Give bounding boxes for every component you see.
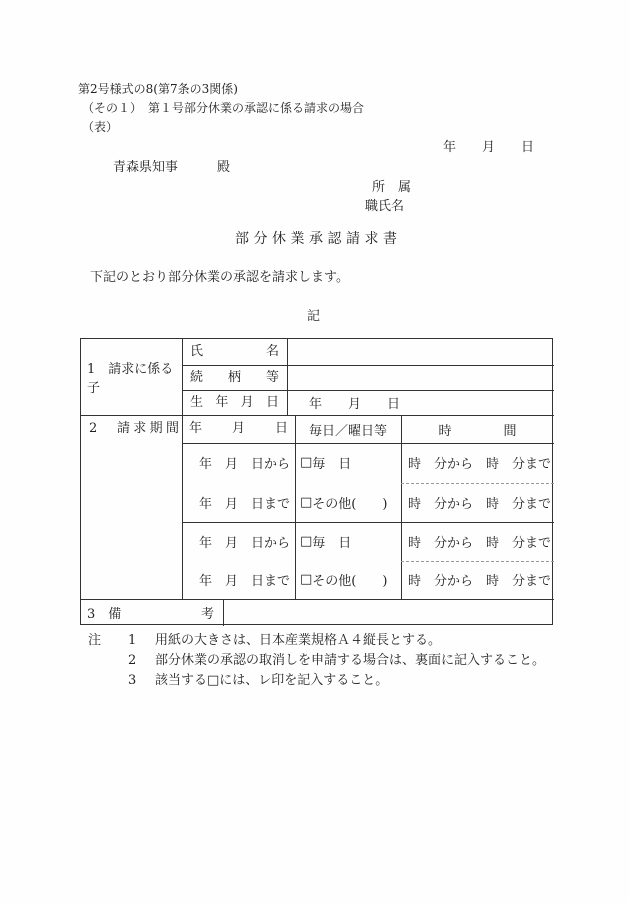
affiliation-label: 所 属 — [372, 180, 412, 195]
period2-time-cell[interactable] — [401, 522, 554, 599]
remarks-label-right: 考 — [200, 607, 214, 622]
period1-date-to: 年 月 日まで — [198, 496, 290, 512]
period1-date-from: 年 月 日から — [198, 457, 290, 473]
every-day-label: 毎 日 — [312, 457, 352, 473]
period2-day-cell — [295, 522, 401, 599]
header-day: 毎日／曜日等 — [308, 423, 387, 439]
footnote-line — [88, 631, 545, 651]
period2-date-to: 年 月 日まで — [198, 574, 290, 590]
period1-time-2: 時 分から 時 分まで — [407, 496, 551, 512]
period2-time-2: 時 分から 時 分まで — [407, 574, 551, 590]
period2-date-from: 年 月 日から — [198, 535, 290, 551]
birthdate-input[interactable]: 年 月 日 — [309, 397, 401, 412]
header-time: 時 間 — [438, 423, 517, 439]
period2-other-option — [295, 561, 401, 600]
checkbox-other-icon[interactable]: □ — [300, 494, 313, 510]
relationship-input[interactable] — [287, 365, 554, 390]
footnote-text: 用紙の大きさは、日本産業規格Ａ４縦長とする。 — [155, 633, 442, 648]
section1-label: 1 請求に係る子 — [87, 362, 174, 396]
request-table — [80, 338, 553, 625]
period1-time-cell[interactable] — [401, 443, 554, 522]
footnote-prefix — [88, 671, 128, 691]
footnote-number: 3 — [128, 673, 137, 688]
period1-other-option — [295, 483, 401, 523]
child-name-label: 氏名 — [190, 344, 279, 359]
checkbox-every-day-icon[interactable]: □ — [300, 533, 313, 549]
child-name-input[interactable] — [287, 339, 554, 365]
period1-day-cell — [295, 443, 401, 522]
name-label: 職氏名 — [365, 199, 405, 214]
footnotes — [88, 631, 545, 691]
checkbox-every-day-icon[interactable]: □ — [300, 455, 313, 471]
period1-every-day-option — [295, 443, 401, 483]
footnote-prefix — [88, 651, 128, 671]
form-number: 第2号様式の8(第7条の3関係) — [78, 82, 238, 96]
ki-heading: 記 — [307, 309, 321, 324]
remarks-label — [81, 599, 223, 626]
footnote-line — [88, 671, 545, 691]
recipient-line: 青森県知事 殿 — [113, 160, 231, 175]
period2-date-cell[interactable] — [182, 522, 295, 599]
footnote-number: 1 — [128, 633, 137, 648]
birthdate-label: 生年月日 — [190, 395, 279, 410]
footnote-prefix: 注 — [88, 633, 102, 648]
every-day-label: 毎 日 — [312, 535, 352, 551]
footnote-line — [88, 651, 545, 671]
footnote-text: 部分休業の承認の取消しを申請する場合は、裏面に記入すること。 — [155, 653, 546, 668]
body-text: 下記のとおり部分休業の承認を請求します。 — [90, 270, 349, 285]
form-side-label: （表） — [82, 120, 119, 134]
footnote-number: 2 — [128, 653, 137, 668]
period1-date-cell[interactable] — [182, 443, 295, 522]
period2-time-1: 時 分から 時 分まで — [407, 535, 551, 551]
remarks-input[interactable] — [223, 599, 554, 626]
footnote-text: 該当する□には、レ印を記入すること。 — [155, 673, 389, 688]
form-subtitle: （その１） 第１号部分休業の承認に係る請求の場合 — [82, 101, 365, 115]
header-date: 年月日 — [189, 421, 288, 436]
checkbox-other-icon[interactable]: □ — [300, 572, 313, 588]
period2-every-day-option — [295, 522, 401, 561]
form-title: 部分休業承認請求書 — [235, 231, 402, 247]
section2-label: 2 請求期間 — [89, 421, 179, 436]
remarks-label-left: 3 備 — [87, 607, 122, 622]
other-label: その他( ) — [312, 574, 388, 590]
other-label: その他( ) — [312, 496, 388, 512]
period1-time-1: 時 分から 時 分まで — [407, 457, 551, 473]
relationship-label: 続柄等 — [190, 370, 279, 385]
date-field: 年 月 日 — [443, 140, 535, 155]
